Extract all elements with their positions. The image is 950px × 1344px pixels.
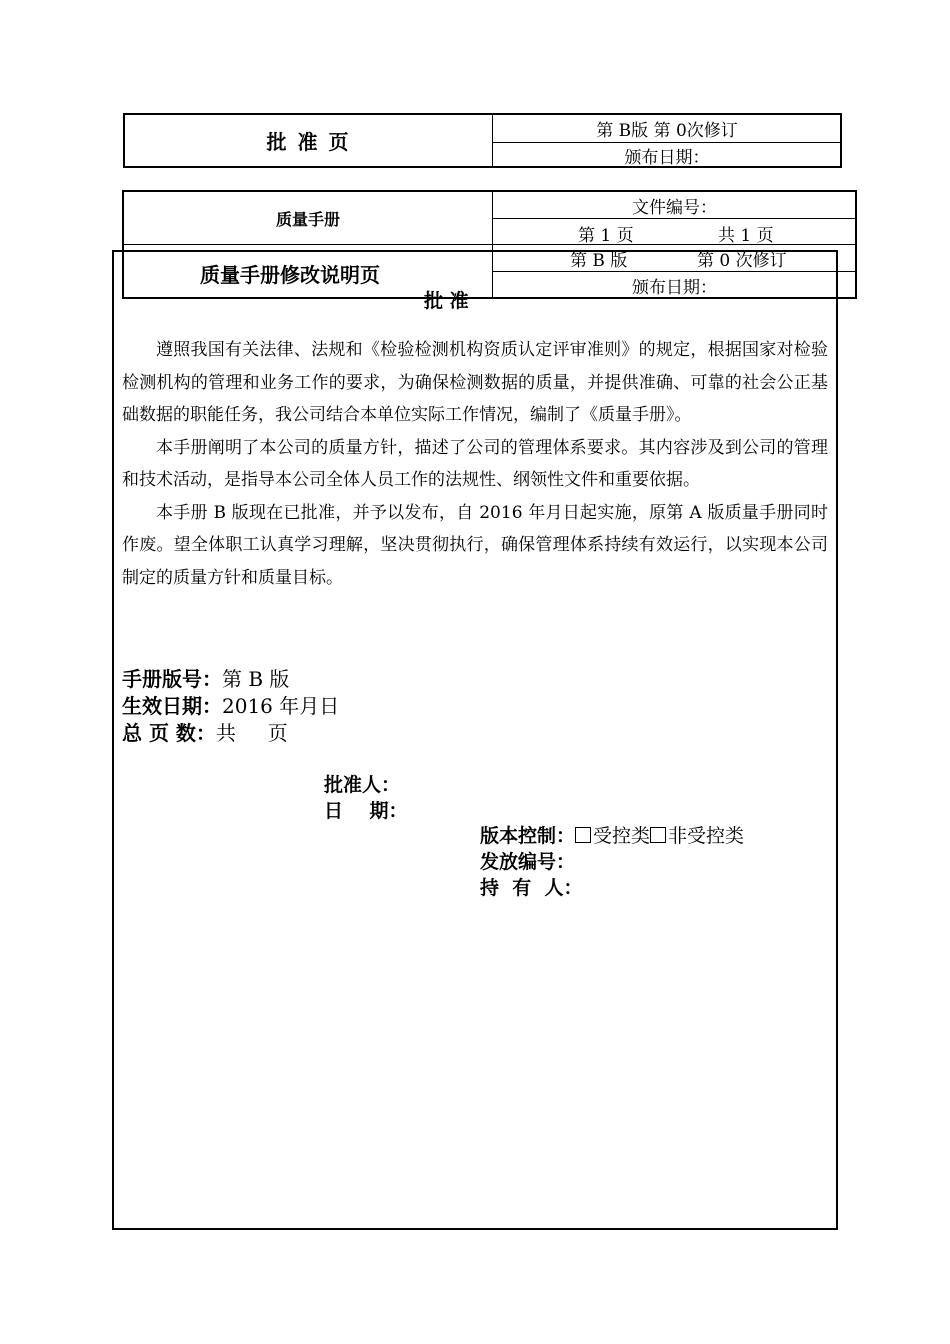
doc-number-label: 文件编号： (632, 197, 717, 218)
effective-date-row (122, 693, 339, 720)
approver-label: 批准人： (324, 774, 401, 796)
holder-row (480, 875, 582, 901)
release-number-row (480, 849, 575, 875)
manual-issue-date-label: 颁布日期： (632, 278, 717, 298)
approval-issue-date-label: 颁布日期： (624, 147, 710, 168)
approve-heading: 批 准 (424, 290, 469, 312)
total-pages-value: 共 页 (215, 721, 288, 745)
total-pages-row (122, 720, 288, 747)
release-number-label: 发放编号： (480, 851, 576, 873)
checkbox-uncontrolled-icon[interactable] (650, 827, 666, 843)
controlled-option-label: 受控类 (593, 825, 651, 847)
version-control-row (480, 823, 744, 849)
effective-date-value: 2016 年月日 (222, 694, 340, 718)
page-total: 共 1 页 (718, 226, 774, 246)
body-paragraph-2: 本手册阐明了本公司的质量方针，描述了公司的管理体系要求。其内容涉及到公司的管理和技术活动，是指导本公司全体人员工作的法规性、纲领性文件和重要依据。 (122, 437, 828, 490)
effective-date-label: 生效日期： (122, 694, 222, 718)
manual-header-row1 (493, 218, 856, 219)
checkbox-controlled-icon[interactable] (575, 827, 591, 843)
holder-label: 持 有 人： (480, 877, 583, 899)
manual-edition: 第 B 版 (570, 251, 628, 271)
signoff-date-label: 日 期： (324, 800, 408, 822)
approval-page-title: 批 准 页 (266, 130, 351, 154)
manual-edition-value: 第 B 版 (222, 667, 290, 691)
page-current: 第 1 页 (578, 226, 634, 246)
approver-row (324, 772, 400, 798)
change-page-title: 质量手册修改说明页 (200, 263, 380, 287)
body-text (122, 334, 828, 594)
version-control-label: 版本控制： (480, 825, 576, 847)
body-paragraph-1: 遵照我国有关法律、法规和《检验检测机构资质认定评审准则》的规定，根据国家对检验检测机构的管理和业务工作的要求，为确保检测数据的质量，并提供准确、可靠的社会公正基础数据的职能任务，我公司结合本单位实际工作情况，编制了《质量手册》。 (122, 340, 828, 425)
manual-edition-row (122, 666, 289, 693)
approval-revision: 第 B版 第 0次修订 (596, 121, 738, 141)
manual-revision: 第 0 次修订 (697, 251, 787, 271)
uncontrolled-option-label: 非受控类 (668, 825, 745, 847)
total-pages-label: 总 页 数： (122, 721, 216, 745)
signoff-date-row (324, 798, 407, 824)
body-paragraph-3: 本手册 B 版现在已批准，并予以发布，自 2016 年月日起实施，原第 A 版质量手册同时作废。望全体职工认真学习理解，坚决贯彻执行，确保管理体系持续有效运行，以实现本公司制定的质量方针和质量目标。 (122, 502, 828, 588)
manual-edition-label: 手册版号： (122, 667, 222, 691)
manual-name: 质量手册 (275, 209, 340, 229)
